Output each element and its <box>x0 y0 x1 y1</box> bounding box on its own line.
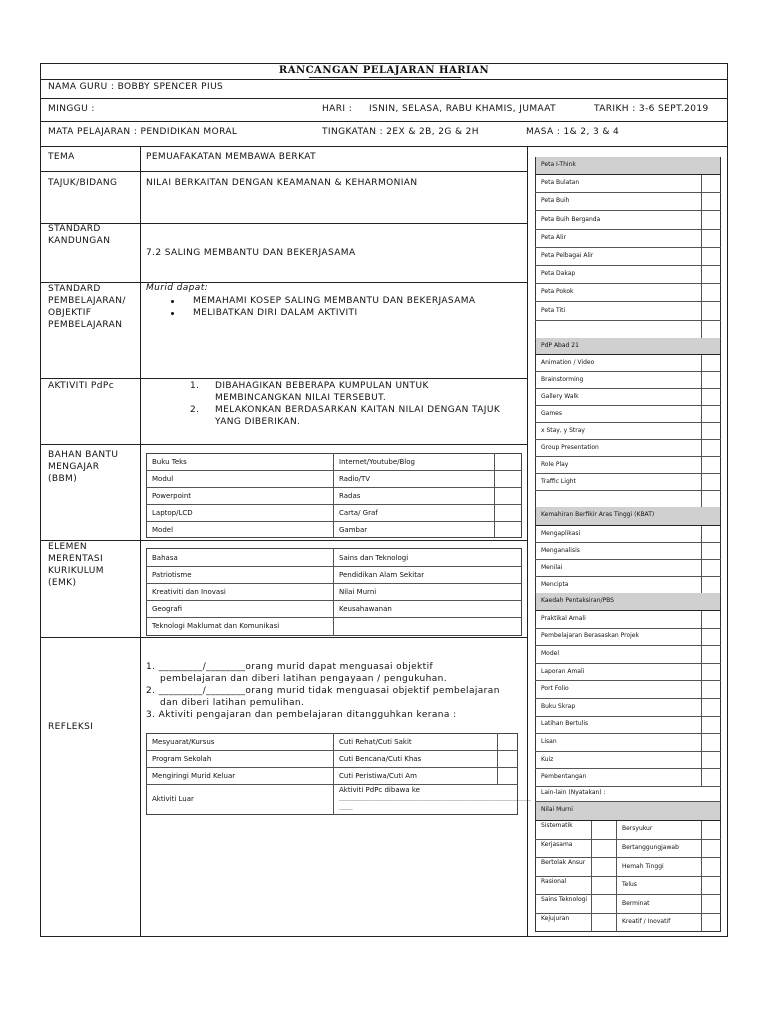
day-label: HARI : <box>322 104 353 114</box>
peta-item: Peta Bulatan <box>541 179 580 187</box>
section-divider <box>40 444 527 445</box>
table-divider <box>497 733 498 785</box>
table-divider <box>333 733 334 815</box>
pdp-abad21-header: PdP Abad 21 <box>541 342 579 349</box>
lain-lain-field: Lain-lain (Nyatakan) : <box>541 789 606 796</box>
sidebar-column-divider <box>527 146 528 937</box>
aktiviti-label: AKTIVITI PdPc <box>48 381 115 391</box>
table-divider <box>146 617 522 618</box>
pdp-item: Gallery Walk <box>541 392 579 400</box>
nilai-item: Hemah Tinggi <box>622 862 664 870</box>
activity-item: MEMBINCANGKAN NILAI TERSEBUT. <box>215 393 387 403</box>
row-divider <box>535 894 721 895</box>
table-divider <box>146 600 522 601</box>
row-divider <box>535 301 721 302</box>
postpone-carried: Aktiviti PdPc dibawa ke <box>339 786 420 794</box>
kbat-item: Mengaplikasi <box>541 529 581 537</box>
table-divider <box>146 504 522 505</box>
checkbox-cell[interactable] <box>702 405 720 422</box>
reflection-line: pembelajaran dan diberi latihan pengayaan / pengukuhan. <box>160 674 448 684</box>
checkbox-cell[interactable] <box>702 645 720 663</box>
pdp-item: Animation / Video <box>541 358 595 366</box>
reflection-line: 3. Aktiviti pengajaran dan pembelajaran ditangguhkan kerana : <box>146 710 457 720</box>
row-divider <box>535 698 721 699</box>
refleksi-label: REFLEKSI <box>48 722 94 732</box>
row-divider <box>40 79 728 80</box>
nilai-item: Bertolak Ansur <box>541 859 586 867</box>
checkbox-cell[interactable] <box>702 473 720 490</box>
checkbox-cell[interactable] <box>702 283 720 301</box>
checkbox-cell[interactable] <box>702 354 720 371</box>
pdp-item: Brainstorming <box>541 375 584 383</box>
checkbox-cell[interactable] <box>702 229 720 247</box>
nilai-item: Sistematik <box>541 822 573 829</box>
row-divider <box>535 439 721 440</box>
pdp-item: Group Presentation <box>541 443 599 451</box>
section-divider <box>40 637 527 638</box>
bullet-icon <box>171 300 174 303</box>
tajuk-label: TAJUK/BIDANG <box>48 178 118 188</box>
checkbox-cell[interactable] <box>702 174 720 192</box>
bbm-item: Internet/Youtube/Blog <box>339 458 415 466</box>
bbm-item: Laptop/LCD <box>152 509 193 517</box>
bbm-label: BAHAN BANTU <box>48 450 119 460</box>
row-divider <box>535 645 721 646</box>
pdp-item: Games <box>541 409 562 417</box>
emk-item: Bahasa <box>152 554 178 562</box>
standard-pembelajaran-label: OBJEKTIF <box>48 308 92 318</box>
row-divider <box>535 174 721 175</box>
row-divider <box>535 839 721 840</box>
nilai-murni-header: Nilai Murni <box>541 806 573 813</box>
table-divider <box>494 453 495 538</box>
row-divider <box>535 768 721 769</box>
bbm-item: Carta/ Graf <box>339 509 378 517</box>
table-divider <box>146 750 518 751</box>
row-divider <box>535 388 721 389</box>
kaedah-item: Port Folio <box>541 685 569 693</box>
standard-kandungan-label: STANDARD <box>48 224 101 234</box>
subject-field: MATA PELAJARAN : PENDIDIKAN MORAL <box>48 127 238 137</box>
kaedah-item: Kuiz <box>541 755 554 763</box>
row-divider <box>535 751 721 752</box>
nilai-item: Sains Teknologi <box>541 896 588 904</box>
kaedah-item: Pembelajaran Berasaskan Projek <box>541 632 639 640</box>
kaedah-header: Kaedah Pentaksiran/PBS <box>541 597 614 604</box>
postpone-reason: Mengiringi Murid Keluar <box>152 772 236 780</box>
row-divider <box>535 857 721 858</box>
table-divider <box>146 767 518 768</box>
bbm-item: Modul <box>152 475 174 483</box>
standard-pembelajaran-label: STANDARD <box>48 284 101 294</box>
row-divider <box>535 371 721 372</box>
row-divider <box>40 146 728 147</box>
reflection-line: 2. _________/________orang murid tidak menguasai objektif pembelajaran <box>146 686 500 696</box>
tema-label: TEMA <box>48 152 75 162</box>
postpone-reason: Cuti Bencana/Cuti Khas <box>339 755 422 763</box>
bbm-item: Radio/TV <box>339 475 371 483</box>
kbat-item: Menganalisis <box>541 546 580 554</box>
kaedah-item: Pembentangan <box>541 773 587 781</box>
bbm-item: Powerpoint <box>152 492 192 500</box>
row-divider <box>40 98 728 99</box>
bbm-item: Model <box>152 526 174 534</box>
row-divider <box>535 354 721 355</box>
kaedah-item: Buku Skrap <box>541 702 576 710</box>
activity-item: YANG DIBERIKAN. <box>215 417 301 427</box>
row-divider <box>535 576 721 577</box>
table-divider <box>146 583 522 584</box>
row-divider <box>535 786 721 787</box>
row-divider <box>535 628 721 629</box>
peta-ithink-header: Peta I-Think <box>541 161 576 168</box>
peta-item: Peta Pelbagai Alir <box>541 251 594 259</box>
checkbox-cell[interactable] <box>702 610 720 628</box>
nilai-item: Kejujuran <box>541 915 570 922</box>
kbat-header: Kemahiran Berfikir Aras Tinggi (KBAT) <box>541 511 655 518</box>
emk-label: (EMK) <box>48 578 77 588</box>
checkbox-cell[interactable] <box>702 265 720 283</box>
row-divider <box>535 610 721 611</box>
row-divider <box>535 405 721 406</box>
section-divider <box>40 282 527 283</box>
row-divider <box>535 473 721 474</box>
checkbox-cell[interactable] <box>702 768 720 786</box>
row-divider <box>535 320 721 321</box>
nilai-item: Bertanggungjawab <box>622 843 679 851</box>
table-divider <box>146 521 522 522</box>
row-divider <box>535 680 721 681</box>
kaedah-item: Praktikal Amali <box>541 614 586 622</box>
row-divider <box>535 876 721 877</box>
table-divider <box>146 487 522 488</box>
table-divider <box>146 470 522 471</box>
row-divider <box>535 210 721 211</box>
kaedah-item: Latihan Bertulis <box>541 720 589 728</box>
checkbox-cell[interactable] <box>702 716 720 734</box>
row-divider <box>535 663 721 664</box>
emk-item: Teknologi Maklumat dan Komunikasi <box>152 622 280 630</box>
table-divider <box>146 784 518 785</box>
emk-item: Keusahawanan <box>339 605 392 613</box>
bbm-item: Radas <box>339 492 361 500</box>
standard-pembelajaran-label: PEMBELAJARAN <box>48 320 123 330</box>
row-divider <box>535 733 721 734</box>
day-value: ISNIN, SELASA, RABU KHAMIS, JUMAAT <box>369 104 557 114</box>
kbat-item: Mencipta <box>541 580 569 588</box>
checkbox-cell[interactable] <box>702 439 720 456</box>
table-divider <box>333 617 334 636</box>
standard-kandungan-value: 7.2 SALING MEMBANTU DAN BEKERJASAMA <box>146 248 356 258</box>
postpone-reason: Mesyuarat/Kursus <box>152 738 215 746</box>
checkbox-cell[interactable] <box>702 733 720 751</box>
checkbox-cell[interactable] <box>702 698 720 716</box>
checkbox-cell[interactable] <box>702 210 720 228</box>
checkbox-cell[interactable] <box>702 301 720 319</box>
bbm-label: (BBM) <box>48 474 78 484</box>
bbm-table <box>146 453 522 538</box>
checkbox-cell[interactable] <box>702 247 720 265</box>
emk-label: ELEMEN <box>48 542 87 552</box>
peta-item: Peta Alir <box>541 233 566 241</box>
row-divider <box>535 247 721 248</box>
row-divider <box>535 542 721 543</box>
emk-item: Nilai Murni <box>339 588 377 596</box>
checkbox-cell[interactable] <box>702 542 720 559</box>
checkbox-cell[interactable] <box>702 320 720 338</box>
checkbox-cell[interactable] <box>702 525 720 542</box>
activity-number: 1. <box>190 381 200 391</box>
page-title: RANCANGAN PELAJARAN HARIAN <box>278 65 490 76</box>
form-level-field: TINGKATAN : 2EX & 2B, 2G & 2H <box>322 127 479 137</box>
checkbox-cell[interactable] <box>702 388 720 405</box>
peta-item: Peta Buih Berganda <box>541 215 601 223</box>
row-divider <box>535 525 721 526</box>
standard-kandungan-label: KANDUNGAN <box>48 236 111 246</box>
row-divider <box>535 490 721 491</box>
bullet-icon <box>171 312 174 315</box>
checkbox-cell[interactable] <box>702 422 720 439</box>
standard-pembelajaran-label: PEMBELAJARAN/ <box>48 296 126 306</box>
objective-item: MELIBATKAN DIRI DALAM AKTIVITI <box>193 308 358 318</box>
emk-item: Geografi <box>152 605 183 613</box>
emk-item: Pendidikan Alam Sekitar <box>339 571 425 579</box>
pdp-item: x Stay, y Stray <box>541 426 585 434</box>
checkbox-cell[interactable] <box>702 559 720 576</box>
checkbox-cell[interactable] <box>702 680 720 698</box>
emk-item: Patriotisme <box>152 571 192 579</box>
row-divider <box>535 716 721 717</box>
checkbox-cell[interactable] <box>702 576 720 593</box>
kaedah-item: Lisan <box>541 738 557 745</box>
emk-label: KURIKULUM <box>48 566 104 576</box>
reflection-line: dan diberi latihan pemulihan. <box>160 698 305 708</box>
pdp-item: Traffic Light <box>541 477 576 485</box>
checkbox-cell[interactable] <box>702 628 720 646</box>
pdp-item: Role Play <box>541 460 569 468</box>
postpone-reason: Cuti Rehat/Cuti Sakit <box>339 738 412 746</box>
postpone-dots: …………………………………………………………………………………… <box>339 796 531 803</box>
checkbox-cell[interactable] <box>702 490 720 507</box>
emk-item: Sains dan Teknologi <box>339 554 409 562</box>
nilai-item: Kreatif / Inovatif <box>622 918 671 926</box>
row-divider <box>535 229 721 230</box>
bbm-label: MENGAJAR <box>48 462 100 472</box>
table-divider <box>146 566 522 567</box>
bbm-item: Buku Teks <box>152 458 187 466</box>
nilai-item: Telus <box>622 881 637 889</box>
postpone-dots: ……. <box>339 805 353 812</box>
week-field: MINGGU : <box>48 104 95 114</box>
emk-item: Kreativiti dan Inovasi <box>152 588 226 596</box>
section-divider <box>40 171 527 172</box>
emk-label: MERENTASI <box>48 554 104 564</box>
postpone-reason: Cuti Peristiwa/Cuti Am <box>339 772 417 780</box>
kaedah-item: Model <box>541 650 560 657</box>
peta-item: Peta Pokok <box>541 288 574 296</box>
row-divider <box>535 422 721 423</box>
peta-item: Peta Buih <box>541 197 570 205</box>
section-divider <box>40 540 527 541</box>
peta-item: Peta Titi <box>541 306 566 314</box>
row-divider <box>535 559 721 560</box>
nilai-item: Rasional <box>541 877 567 885</box>
activity-number: 2. <box>190 405 200 415</box>
label-column-divider <box>140 146 141 937</box>
nilai-item: Bersyukur <box>622 825 653 833</box>
row-divider <box>535 913 721 914</box>
section-divider <box>40 223 527 224</box>
table-divider <box>333 453 334 538</box>
kbat-item: Menilai <box>541 563 563 571</box>
row-divider <box>535 192 721 193</box>
postpone-reason: Aktiviti Luar <box>152 795 194 803</box>
objective-intro: Murid dapat: <box>146 283 209 293</box>
reflection-line: 1. _________/________orang murid dapat menguasai objektif <box>146 662 434 672</box>
bbm-item: Gambar <box>339 526 368 534</box>
row-divider <box>535 456 721 457</box>
checkbox-cell[interactable] <box>702 751 720 769</box>
activity-item: DIBAHAGIKAN BEBERAPA KUMPULAN UNTUK <box>215 381 429 391</box>
checkbox-cell[interactable] <box>702 371 720 388</box>
date-field: TARIKH : 3-6 SEPT.2019 <box>594 104 709 114</box>
row-divider <box>535 820 721 821</box>
checkbox-cell[interactable] <box>702 456 720 473</box>
postpone-reason: Program Sekolah <box>152 755 212 763</box>
row-divider <box>535 265 721 266</box>
activity-item: MELAKONKAN BERDASARKAN KAITAN NILAI DENGAN TAJUK <box>215 405 501 415</box>
kaedah-item: Laporan Amali <box>541 667 585 675</box>
row-divider <box>40 121 728 122</box>
tajuk-value: NILAI BERKAITAN DENGAN KEAMANAN & KEHARMONIAN <box>146 178 418 188</box>
objective-item: MEMAHAMI KOSEP SALING MEMBANTU DAN BEKERJASAMA <box>193 296 476 306</box>
nilai-item: Kerjasama <box>541 840 573 848</box>
section-divider <box>40 378 527 379</box>
nilai-item: Berminat <box>622 899 650 907</box>
row-divider <box>535 283 721 284</box>
time-field: MASA : 1& 2, 3 & 4 <box>526 127 620 137</box>
peta-item: Peta Dakap <box>541 270 576 278</box>
tema-value: PEMUAFAKATAN MEMBAWA BERKAT <box>146 152 316 162</box>
teacher-name: NAMA GURU : BOBBY SPENCER PIUS <box>48 82 224 92</box>
checkbox-cell[interactable] <box>702 663 720 681</box>
checkbox-cell[interactable] <box>702 192 720 210</box>
